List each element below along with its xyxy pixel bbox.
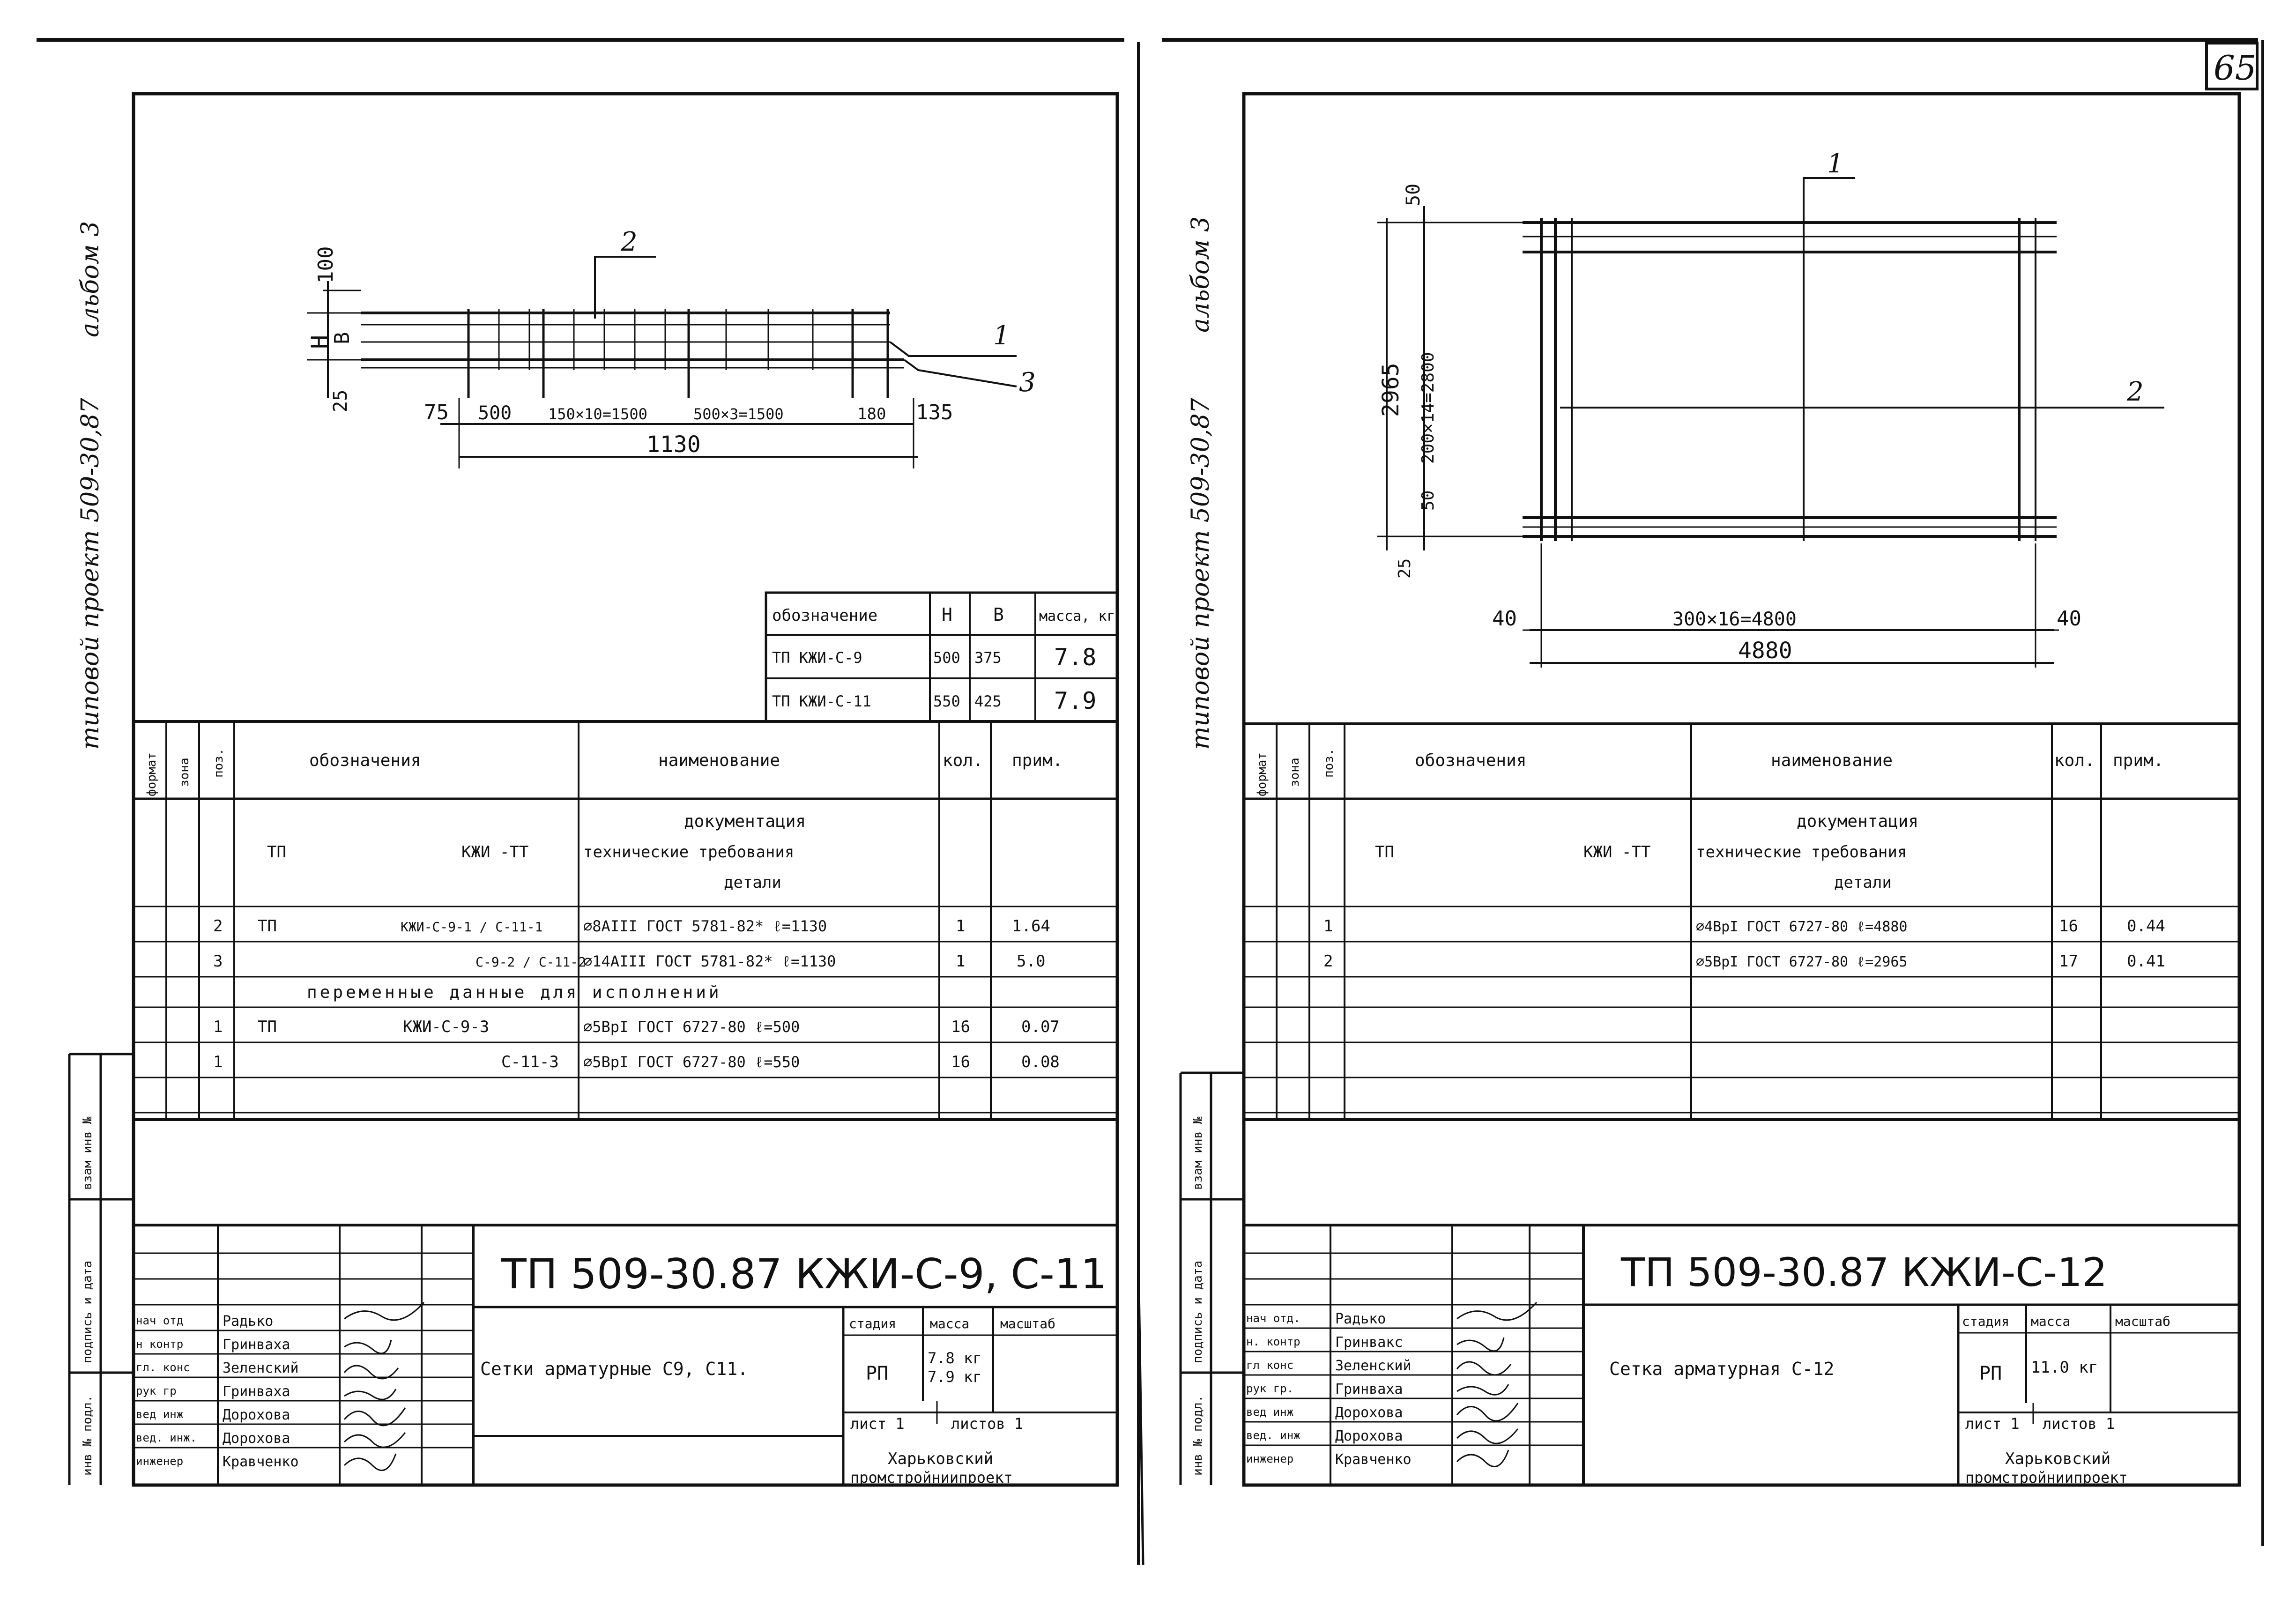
left-tb-mass-1: 7.8 кг bbox=[928, 1349, 982, 1367]
left-person-role: инженер bbox=[136, 1455, 184, 1468]
right-signatures bbox=[1457, 1302, 1537, 1467]
right-person-name: Гринвакс bbox=[1335, 1334, 1403, 1351]
left-row4-name: ⌀5ВрI ГОСТ 6727-80 ℓ=550 bbox=[583, 1053, 800, 1071]
vt-row1-designation: ТП КЖИ-С-9 bbox=[772, 649, 862, 667]
left-row2-designation: С-9-2 / С-11-2 bbox=[476, 954, 587, 970]
right-mesh-drawing bbox=[1377, 178, 2164, 668]
left-tb-scale-h: масштаб bbox=[1000, 1316, 1056, 1331]
right-title-code: ТП 509-30.87 КЖИ-С-12 bbox=[1621, 1249, 2108, 1295]
vt-row1-mass: 7.8 bbox=[1054, 644, 1097, 671]
right-spec-h-qty: кол. bbox=[2054, 751, 2095, 770]
dim-25: 25 bbox=[330, 389, 351, 412]
right-spec-pos: поз. bbox=[1322, 748, 1336, 778]
right-tb-scale-h: масштаб bbox=[2115, 1314, 2171, 1329]
right-person-role: гл конс bbox=[1246, 1359, 1294, 1372]
right-row2-pos: 2 bbox=[1323, 952, 1333, 971]
right-person-name: Дорохова bbox=[1335, 1404, 1403, 1421]
left-tb-sheet: лист 1 bbox=[850, 1415, 905, 1433]
dim-1130: 1130 bbox=[646, 431, 701, 458]
right-spec-parts: детали bbox=[1834, 873, 1892, 892]
left-project-label: типовой проект 509-30,87 bbox=[76, 398, 104, 750]
left-row3-designation: КЖИ-С-9-3 bbox=[403, 1018, 490, 1036]
callout-2: 2 bbox=[621, 227, 638, 257]
left-row1-pos: 2 bbox=[213, 917, 223, 936]
vt-row1-b: 375 bbox=[974, 649, 1002, 667]
left-stamp-sign: подпись и дата bbox=[81, 1260, 95, 1363]
right-row2-qty: 17 bbox=[2059, 952, 2078, 971]
right-row1-pos: 1 bbox=[1323, 917, 1333, 936]
dim-right-4800: 300×16=4800 bbox=[1672, 609, 1797, 630]
right-spec-techreq: технические требования bbox=[1696, 843, 1907, 862]
right-spec-format: формат bbox=[1255, 752, 1269, 796]
dim-right-50-low: 50 bbox=[1419, 490, 1438, 511]
left-person-role: нач отд bbox=[136, 1314, 184, 1327]
right-tb-stage: РП bbox=[1979, 1363, 2002, 1384]
left-spec-parts: детали bbox=[724, 873, 781, 892]
callout-1: 1 bbox=[993, 320, 1010, 351]
left-person-role: вед. инж. bbox=[136, 1431, 197, 1444]
left-row3-pos: 1 bbox=[213, 1018, 223, 1036]
left-album-label: альбом 3 bbox=[76, 221, 104, 337]
dim-100: 100 bbox=[314, 246, 338, 283]
left-person-name: Дорохова bbox=[223, 1430, 290, 1447]
left-person-name: Зеленский bbox=[223, 1360, 299, 1376]
vt-row2-designation: ТП КЖИ-С-11 bbox=[772, 692, 871, 710]
left-title-code: ТП 509-30.87 КЖИ-С-9, С-11 bbox=[501, 1250, 1107, 1298]
right-spec-tp: ТП bbox=[1375, 843, 1394, 862]
left-spec-h-qty: кол. bbox=[943, 751, 983, 770]
dim-75: 75 bbox=[424, 401, 449, 424]
left-person-role: вед инж bbox=[136, 1408, 184, 1421]
left-person-role: гл. конс bbox=[136, 1361, 190, 1374]
left-stamp-inv: инв № подл. bbox=[81, 1395, 95, 1476]
right-tb-org-1: Харьковский bbox=[2005, 1449, 2111, 1468]
left-row1-name: ⌀8АIII ГОСТ 5781-82* ℓ=1130 bbox=[583, 917, 827, 935]
vt-header-h: H bbox=[942, 604, 952, 625]
dim-500x3: 500×3=1500 bbox=[693, 405, 784, 423]
left-person-name: Радько bbox=[223, 1313, 274, 1330]
right-project-label: типовой проект 509-30,87 bbox=[1187, 398, 1215, 750]
right-tb-mass-h: масса bbox=[2031, 1314, 2071, 1329]
left-signatures bbox=[344, 1302, 424, 1471]
left-person-name: Дорохова bbox=[223, 1407, 290, 1423]
dim-right-2800: 200×14=2800 bbox=[1419, 352, 1438, 464]
right-person-role: инженер bbox=[1246, 1452, 1294, 1465]
right-row2-note: 0.41 bbox=[2127, 952, 2165, 971]
right-side-stamp bbox=[1181, 1073, 1244, 1485]
right-stamp-inv: инв № подл. bbox=[1191, 1395, 1205, 1476]
left-row2-qty: 1 bbox=[956, 952, 966, 971]
right-people bbox=[1246, 1311, 1412, 1468]
right-spec-h-note: прим. bbox=[2113, 751, 2164, 770]
right-spec-h-designation: обозначения bbox=[1415, 751, 1527, 770]
left-row3-name: ⌀5ВрI ГОСТ 6727-80 ℓ=500 bbox=[583, 1018, 800, 1036]
left-side-stamp bbox=[69, 1054, 134, 1485]
dim-b: B bbox=[330, 332, 354, 344]
dim-right-50-top: 50 bbox=[1403, 183, 1424, 206]
right-row1-name: ⌀4ВрI ГОСТ 6727-80 ℓ=4880 bbox=[1696, 919, 1908, 935]
vt-row1-h: 500 bbox=[933, 649, 960, 667]
left-row2-pos: 3 bbox=[213, 952, 223, 971]
page-frame bbox=[37, 40, 2263, 1565]
vt-header-b: B bbox=[993, 604, 1004, 625]
left-spec-h-name: наименование bbox=[658, 751, 780, 770]
left-tb-sheets: листов 1 bbox=[951, 1415, 1024, 1433]
left-spec-h-note: прим. bbox=[1012, 751, 1063, 770]
right-spec-tt: КЖИ -ТТ bbox=[1583, 843, 1651, 862]
right-person-role: вед инж bbox=[1246, 1405, 1294, 1419]
left-person-role: н контр bbox=[136, 1338, 184, 1351]
left-person-name: Гринваха bbox=[223, 1337, 290, 1353]
sheet-number: 65 bbox=[2214, 48, 2257, 88]
dim-right-2965: 2965 bbox=[1378, 363, 1404, 417]
right-person-role: н. контр bbox=[1246, 1335, 1300, 1348]
dim-right-4880: 4880 bbox=[1738, 638, 1792, 664]
right-person-role: вед. инж bbox=[1246, 1429, 1300, 1442]
callout-3: 3 bbox=[1019, 367, 1036, 398]
left-spec-h-designation: обозначения bbox=[309, 751, 421, 770]
vt-row2-mass: 7.9 bbox=[1054, 687, 1097, 714]
right-row1-qty: 16 bbox=[2059, 917, 2078, 936]
right-tb-sheets: листов 1 bbox=[2043, 1415, 2115, 1433]
right-title-text: Сетка арматурная С-12 bbox=[1609, 1359, 1835, 1379]
right-spec-h-name: наименование bbox=[1771, 751, 1893, 770]
left-spec-docs: документация bbox=[684, 812, 806, 831]
vt-row2-b: 425 bbox=[974, 692, 1002, 710]
left-row4-qty: 16 bbox=[951, 1053, 970, 1071]
vt-row2-h: 550 bbox=[933, 692, 960, 710]
left-spec-techreq: технические требования bbox=[583, 843, 795, 862]
right-row2-name: ⌀5ВрI ГОСТ 6727-80 ℓ=2965 bbox=[1696, 954, 1908, 970]
left-tb-org-1: Харьковский bbox=[888, 1449, 994, 1468]
dim-right-40-left: 40 bbox=[1492, 607, 1517, 631]
left-variable-data: переменные данные для исполнений bbox=[307, 983, 722, 1002]
right-person-name: Гринваха bbox=[1335, 1381, 1403, 1397]
left-spec-tp: ТП bbox=[267, 843, 286, 862]
left-tb-mass-2: 7.9 кг bbox=[928, 1368, 982, 1386]
left-tb-stage-h: стадия bbox=[849, 1316, 897, 1331]
dim-180: 180 bbox=[857, 405, 886, 424]
right-spec-zone: зона bbox=[1288, 758, 1302, 787]
right-person-role: нач отд. bbox=[1246, 1312, 1300, 1325]
right-spec-docs: документация bbox=[1797, 812, 1919, 831]
vt-header-designation: обозначение bbox=[772, 606, 878, 625]
dim-right-40-right: 40 bbox=[2057, 607, 2081, 631]
left-row4-pos: 1 bbox=[213, 1053, 223, 1071]
left-spec-format: формат bbox=[145, 752, 159, 796]
dim-135: 135 bbox=[916, 401, 953, 424]
dim-500: 500 bbox=[478, 402, 512, 424]
left-row1-qty: 1 bbox=[956, 917, 966, 936]
right-sheet bbox=[1181, 94, 2239, 1486]
left-row2-note: 5.0 bbox=[1017, 952, 1046, 971]
right-tb-mass: 11.0 кг bbox=[2031, 1358, 2098, 1377]
left-stamp-replace: взам инв № bbox=[81, 1116, 95, 1190]
right-row1-note: 0.44 bbox=[2127, 917, 2165, 936]
right-stamp-replace: взам инв № bbox=[1191, 1116, 1205, 1190]
left-row3-qty: 16 bbox=[951, 1018, 970, 1036]
left-row1-prefix: ТП bbox=[258, 917, 277, 936]
callout-right-2: 2 bbox=[2127, 377, 2144, 407]
dim-right-25: 25 bbox=[1395, 558, 1414, 579]
right-person-role: рук гр. bbox=[1246, 1382, 1294, 1395]
left-row4-note: 0.08 bbox=[1021, 1053, 1060, 1071]
left-row2-name: ⌀14АIII ГОСТ 5781-82* ℓ=1130 bbox=[583, 952, 836, 970]
right-person-name: Дорохова bbox=[1335, 1428, 1403, 1444]
dim-150x10: 150×10=1500 bbox=[548, 405, 647, 423]
vt-header-mass: масса, кг bbox=[1039, 608, 1115, 624]
left-row4-designation: С-11-3 bbox=[501, 1053, 559, 1071]
left-sheet bbox=[69, 94, 1117, 1486]
right-tb-sheet: лист 1 bbox=[1965, 1415, 2020, 1433]
left-spec-zone: зона bbox=[178, 758, 192, 787]
right-album-label: альбом 3 bbox=[1187, 216, 1215, 333]
left-row1-note: 1.64 bbox=[1012, 917, 1050, 936]
left-person-role: рук гр bbox=[136, 1384, 177, 1397]
right-tb-org-2: промстройниипроект bbox=[1965, 1469, 2128, 1486]
dim-h: H bbox=[306, 334, 334, 349]
left-spec-pos: поз. bbox=[212, 748, 226, 778]
right-stamp-sign: подпись и дата bbox=[1191, 1260, 1205, 1363]
left-person-name: Кравченко bbox=[223, 1454, 299, 1470]
left-person-name: Гринваха bbox=[223, 1383, 290, 1400]
right-person-name: Зеленский bbox=[1335, 1358, 1412, 1374]
left-tb-mass-h: масса bbox=[930, 1316, 970, 1331]
left-row3-prefix: ТП bbox=[258, 1018, 277, 1036]
callout-right-1: 1 bbox=[1827, 149, 1844, 179]
left-title-text: Сетки арматурные С9, С11. bbox=[480, 1359, 748, 1379]
right-person-name: Кравченко bbox=[1335, 1451, 1412, 1468]
left-tb-org-2: промстройниипроект bbox=[850, 1469, 1013, 1486]
right-person-name: Радько bbox=[1335, 1311, 1386, 1327]
left-row1-designation: КЖИ-С-9-1 / С-11-1 bbox=[401, 919, 543, 935]
left-tb-stage: РП bbox=[866, 1363, 889, 1384]
right-tb-stage-h: стадия bbox=[1962, 1314, 2010, 1329]
left-row3-note: 0.07 bbox=[1021, 1018, 1060, 1036]
left-spec-tt: КЖИ -ТТ bbox=[461, 843, 529, 862]
